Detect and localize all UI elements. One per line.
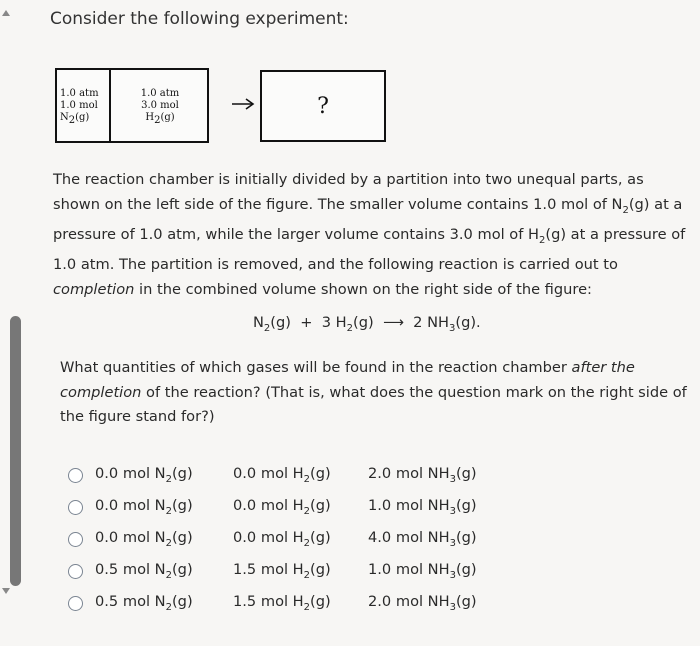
question-heading: Consider the following experiment: [50,9,349,29]
n2-amount: 0.5 mol $N_2(g)$ [95,561,193,581]
reaction-arrow-icon [230,94,256,114]
answer-option-2[interactable] [68,494,538,518]
final-chamber [260,70,386,142]
answer-option-3[interactable] [68,526,538,550]
h2-amount: 1.5 mol $H_2(g)$ [233,593,331,613]
nh3-amount: 2.0 mol $NH_3(g)$ [368,593,477,613]
h2-pressure: 1.0 atm [140,88,180,99]
n2-amount: 0.0 mol $N_2(g)$ [95,465,193,485]
radio-button[interactable] [68,564,83,579]
h2-compartment-label [117,88,203,127]
partition [109,70,111,141]
radio-button[interactable] [68,500,83,515]
radio-button[interactable] [68,468,83,483]
scroll-up-icon[interactable] [2,10,10,16]
reaction-diagram [55,68,385,148]
scroll-down-icon[interactable] [2,588,10,594]
nh3-amount: 1.0 mol $NH_3(g)$ [368,561,477,581]
h2-moles: 3.0 mol [141,100,179,111]
radio-button[interactable] [68,596,83,611]
n2-amount: 0.0 mol $N_2(g)$ [95,497,193,517]
nh3-amount: 4.0 mol $NH_3(g)$ [368,529,477,549]
h2-formula: $H_2(g)$ [145,112,175,126]
reaction-equation: $N_2(g) + 3$ $H_2(g)$ ⟶ 2 $NH_3(g)$. [253,314,481,334]
question-text: What quantities of which gases will be found in the reaction chamber after the completion of the reaction? (That is, what does the question mark on the right side of the figure stand for?) [60,359,687,425]
nh3-amount: 2.0 mol $NH_3(g)$ [368,465,477,485]
n2-amount: 0.5 mol $N_2(g)$ [95,593,193,613]
h2-amount: 1.5 mol $H_2(g)$ [233,561,331,581]
scrollbar-thumb[interactable] [10,316,21,586]
nh3-amount: 1.0 mol $NH_3(g)$ [368,497,477,517]
n2-compartment-label [60,88,99,127]
h2-amount: 0.0 mol $H_2(g)$ [233,465,331,485]
problem-description: The reaction chamber is initially divided by a partition into two unequal parts, as shown on the left side of the figure. The smaller volume contains 1.0 mol of $N_2(g)$ at a pressure of 1.0 atm, while the larger volume contains 3.0 mol of $H_2(g)$ at a pressure of 1.0 atm. The partition is removed, and the following reaction is carried out to completion in the combined volume shown on the right side of the figure: [53,171,686,298]
n2-amount: 0.0 mol $N_2(g)$ [95,529,193,549]
radio-button[interactable] [68,532,83,547]
answer-option-1[interactable] [68,462,538,486]
h2-amount: 0.0 mol $H_2(g)$ [233,497,331,517]
n2-formula: $N_2(g)$ [60,112,90,126]
h2-amount: 0.0 mol $H_2(g)$ [233,529,331,549]
n2-pressure: 1.0 atm [60,88,99,99]
answer-option-5[interactable] [68,590,538,614]
answer-option-4[interactable] [68,558,538,582]
unknown-mark: ? [317,93,329,119]
n2-moles: 1.0 mol [60,100,98,111]
initial-chamber [55,68,209,143]
